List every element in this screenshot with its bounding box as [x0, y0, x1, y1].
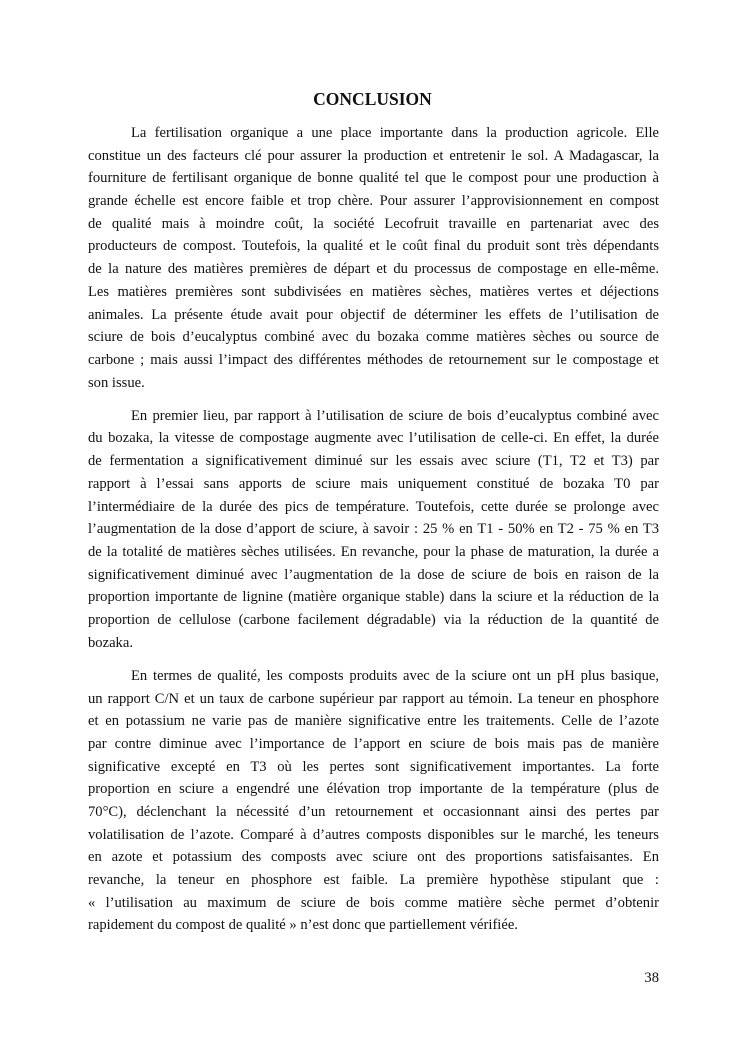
text-line: animales. La présente étude avait pour objectif de déterminer les effets de l’utilisation de: [88, 306, 659, 323]
text-line: carbone ; mais aussi l’impact des différentes méthodes de retournement sur le compostage et: [88, 351, 659, 368]
text-line: constitue un des facteurs clé pour assurer la production et entretenir le sol. A Madagascar, la: [88, 147, 659, 164]
text-line: un rapport C/N et un taux de carbone supérieur par rapport au témoin. La teneur en phosphore: [88, 690, 659, 707]
text-line: l’augmentation de la dose d’apport de sciure, à savoir : 25 % en T1 - 50% en T2 - 75 % en T3: [88, 521, 659, 538]
text-line: 70°C), déclenchant la nécessité d’un retournement et occasionnant ainsi des pertes par: [88, 803, 659, 820]
text-line: « l’utilisation au maximum de sciure de bois comme matière sèche permet d’obtenir: [88, 894, 659, 911]
text-line: proportion en sciure a engendré une élévation trop importante de la température (plus de: [88, 781, 659, 798]
paragraph: [88, 122, 659, 394]
text-line: revanche, la teneur en phosphore est faible. La première hypothèse stipulant que :: [88, 872, 659, 888]
page-number: 38: [644, 970, 659, 986]
text-line: sciure de bois d’eucalyptus combiné avec du bozaka comme matières sèches ou source de: [88, 329, 659, 346]
text-line: volatilisation de l’azote. Comparé à d’autres composts disponibles sur le marché, les teneurs: [88, 826, 659, 843]
text-line: proportion de cellulose (carbone facilement dégradable) via la réduction de la quantité de: [88, 611, 659, 628]
text-line: rapport à l’essai sans apports de sciure mais uniquement constitué de bozaka T0 par: [88, 475, 659, 492]
text-line: producteurs de compost. Toutefois, la qualité et le coût final du produit sont très dépendants: [88, 238, 659, 255]
paragraph: [88, 665, 659, 937]
paragraph: [88, 405, 659, 655]
text-line: rapidement du compost de qualité » n’est donc que partiellement vérifiée.: [88, 917, 518, 934]
text-line: de la nature des matières premières de départ et du processus de compostage en elle-même.: [88, 261, 659, 278]
document-body: [88, 122, 659, 948]
text-line: proportion importante de lignine (matière organique stable) dans la sciure et la réduction de la: [88, 589, 659, 606]
text-line: significative excepté en T3 où les pertes sont significativement importantes. La forte: [88, 758, 659, 775]
text-line: son issue.: [88, 374, 145, 391]
text-line: bozaka.: [88, 634, 133, 651]
text-line: et en potassium ne varie pas de manière significative entre les traitements. Celle de l’azote: [88, 713, 659, 730]
text-line: En premier lieu, par rapport à l’utilisation de sciure de bois d’eucalyptus combiné avec: [131, 407, 659, 424]
text-line: La fertilisation organique a une place importante dans la production agricole. Elle: [131, 125, 659, 141]
text-line: de qualité mais à moindre coût, la société Lecofruit travaille en partenariat avec des: [88, 215, 659, 232]
text-line: En termes de qualité, les composts produits avec de la sciure ont un pH plus basique,: [131, 667, 659, 684]
text-line: de la totalité de matières sèches utilisées. En revanche, pour la phase de maturation, la durée a: [88, 543, 659, 560]
text-line: en azote et potassium des composts avec sciure ont des proportions satisfaisantes. En: [88, 849, 659, 866]
text-line: du bozaka, la vitesse de compostage augmente avec l’utilisation de celle-ci. En effet, la durée: [88, 430, 659, 447]
text-line: l’intermédiaire de la durée des pics de température. Toutefois, cette durée se prolonge avec: [88, 498, 659, 515]
text-line: par contre diminue avec l’importance de l’apport en sciure de bois mais pas de manière: [88, 735, 659, 752]
text-line: fourniture de fertilisant organique de bonne qualité tel que le compost pour une production à: [88, 170, 659, 187]
text-line: Les matières premières sont subdivisées en matières sèches, matières vertes et déjections: [88, 283, 659, 300]
text-line: grande échelle est encore faible et trop chère. Pour assurer l’approvisionnement en compost: [88, 193, 659, 210]
text-line: de fermentation a significativement diminué sur les essais avec sciure (T1, T2 et T3) par: [88, 453, 659, 470]
page-title: CONCLUSION: [313, 89, 432, 109]
text-line: significativement diminué avec l’augmentation de la dose de sciure de bois en raison de la: [88, 566, 659, 583]
